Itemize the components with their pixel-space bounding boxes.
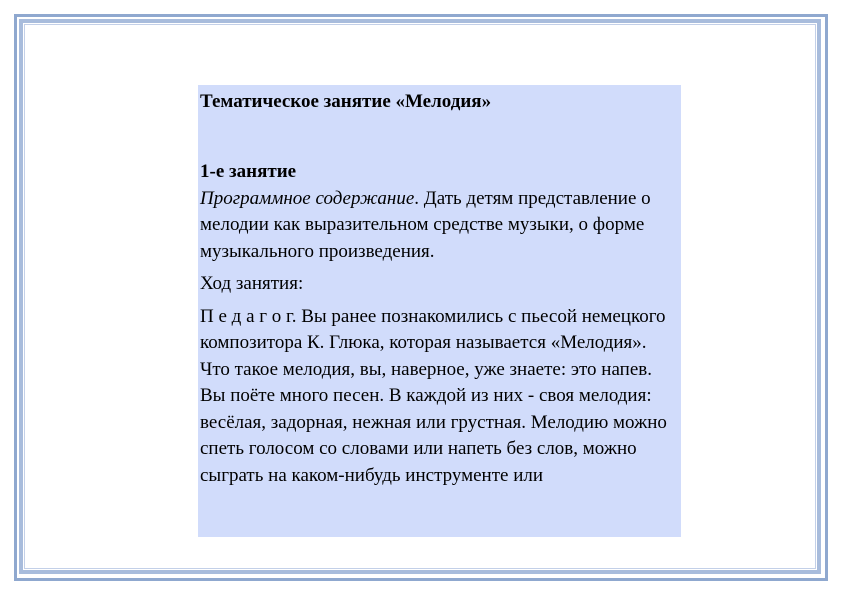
teacher-paragraph [200,304,677,490]
document-title: Тематическое занятие «Мелодия» [200,91,492,112]
program-paragraph [200,186,677,266]
course-label: Ход занятия: [200,273,304,294]
document-text-box [198,85,681,537]
program-text: . Дать детям представление о мелодии как выразительном средстве музыки, о форме музыкального произведения. [200,187,651,262]
lesson-heading: 1-е занятие [200,161,297,182]
program-label: Программное содержание [200,187,415,209]
teacher-label: П е д а г о г. [200,305,297,327]
teacher-speech: Вы ранее познакомились с пьесой немецкого композитора К. Глюка, которая называется «Мелодия». Что такое мелодия, вы, наверное, уже знаете: это напев. Вы поёте много песен. В каждой из них - своя мелодия: весёлая, задорная, нежная или грустная. Мелодию можно спеть голосом со словами или напеть без слов, можно сыграть на каком-нибудь инструменте или [200,305,667,486]
